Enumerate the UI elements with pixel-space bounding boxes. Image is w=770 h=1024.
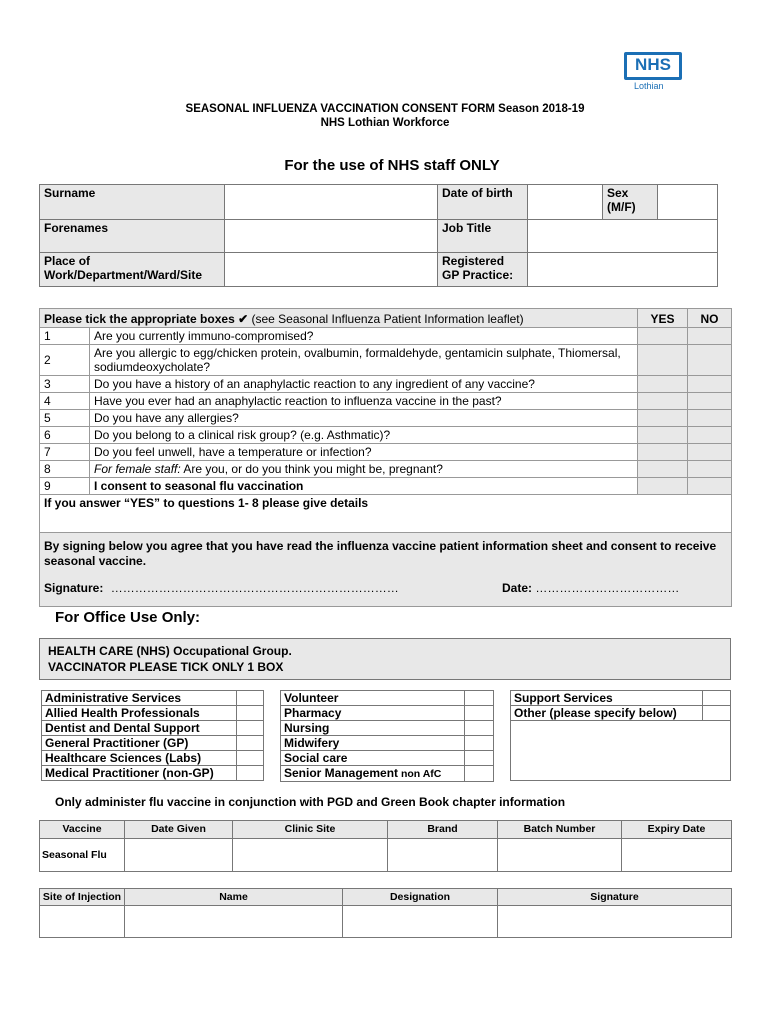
group-column-3 [510, 690, 731, 781]
group-option-label: Healthcare Sciences (Labs) [42, 751, 237, 766]
no-column-header: NO [688, 309, 732, 328]
question-text: Do you feel unwell, have a temperature or infection? [90, 444, 638, 461]
question-number: 9 [40, 478, 90, 495]
yes-checkbox[interactable] [638, 410, 688, 427]
forenames-label: Forenames [40, 220, 225, 253]
yes-checkbox[interactable] [638, 478, 688, 495]
group-option-label: Support Services [511, 691, 703, 706]
personal-details-table [39, 184, 718, 287]
no-checkbox[interactable] [688, 461, 732, 478]
group-option-label: Social care [281, 751, 465, 766]
group-column-1 [41, 690, 264, 781]
clinic-site-header: Clinic Site [233, 821, 388, 839]
date-given-header: Date Given [125, 821, 233, 839]
yes-checkbox[interactable] [638, 461, 688, 478]
seasonal-flu-label: Seasonal Flu [40, 839, 125, 872]
question-text-italic: For female staff: [94, 462, 181, 476]
senior-management-label: Senior Management [284, 766, 399, 780]
group-option-label: Volunteer [281, 691, 465, 706]
question-number: 4 [40, 393, 90, 410]
brand-header: Brand [388, 821, 498, 839]
brand-field[interactable] [388, 839, 498, 872]
vaccine-header: Vaccine [40, 821, 125, 839]
place-label-line2: Work/Department/Ward/Site [44, 268, 203, 282]
date-area [502, 581, 679, 595]
date-field[interactable]: ……………………………… [535, 581, 680, 595]
yes-checkbox[interactable] [638, 444, 688, 461]
form-subtitle: NHS Lothian Workforce [320, 117, 450, 129]
name-header: Name [125, 889, 343, 906]
consent-box [40, 533, 732, 607]
no-checkbox[interactable] [688, 478, 732, 495]
yes-checkbox[interactable] [638, 376, 688, 393]
group-column-2 [280, 690, 494, 782]
no-checkbox[interactable] [688, 345, 732, 376]
group-option-label: Dentist and Dental Support [42, 721, 237, 736]
group-tick-box[interactable] [237, 691, 264, 706]
questions-heading-main: Please tick the appropriate boxes ✔ [44, 312, 249, 326]
consent-statement: By signing below you agree that you have read the influenza vaccine patient information sheet and consent to receive seasonal vaccine. [44, 539, 717, 568]
group-option-label: Administrative Services [42, 691, 237, 706]
office-use-heading: For Office Use Only: [55, 609, 201, 626]
details-field[interactable]: If you answer “YES” to questions 1- 8 please give details [40, 495, 732, 533]
no-checkbox[interactable] [688, 328, 732, 345]
surname-label: Surname [40, 185, 225, 220]
non-afc-suffix: non AfC [398, 768, 442, 780]
group-tick-box[interactable] [237, 706, 264, 721]
question-text [90, 461, 638, 478]
place-of-work-label [40, 253, 225, 287]
signature-line [44, 581, 727, 597]
date-label: Date: [502, 581, 533, 595]
yes-checkbox[interactable] [638, 328, 688, 345]
group-tick-box[interactable] [465, 766, 494, 782]
expiry-date-header: Expiry Date [622, 821, 732, 839]
questions-heading [40, 309, 638, 328]
group-option-label: Nursing [281, 721, 465, 736]
form-title: SEASONAL INFLUENZA VACCINATION CONSENT FORM Season 2018-19 [185, 103, 585, 115]
dob-field[interactable] [528, 185, 603, 220]
group-tick-box[interactable] [237, 721, 264, 736]
question-text: I consent to seasonal flu vaccination [90, 478, 638, 495]
vaccine-table [39, 820, 732, 872]
yes-checkbox[interactable] [638, 345, 688, 376]
other-specify-field[interactable] [511, 721, 731, 781]
designation-header: Designation [343, 889, 498, 906]
question-text: Do you belong to a clinical risk group? (e.g. Asthmatic)? [90, 427, 638, 444]
place-label-line1: Place of [44, 254, 91, 268]
no-checkbox[interactable] [688, 376, 732, 393]
sex-field[interactable] [658, 185, 718, 220]
expiry-date-field[interactable] [622, 839, 732, 872]
signature-field[interactable] [498, 906, 732, 938]
question-text: Do you have any allergies? [90, 410, 638, 427]
signature-header: Signature [498, 889, 732, 906]
designation-field[interactable] [343, 906, 498, 938]
group-line1: HEALTH CARE (NHS) Occupational Group. [48, 644, 292, 658]
question-text: Have you ever had an anaphylactic reaction to influenza vaccine in the past? [90, 393, 638, 410]
question-number: 3 [40, 376, 90, 393]
group-option-label: Midwifery [281, 736, 465, 751]
job-title-label: Job Title [438, 220, 528, 253]
question-number: 5 [40, 410, 90, 427]
yes-column-header: YES [638, 309, 688, 328]
forenames-field[interactable] [225, 220, 438, 253]
no-checkbox[interactable] [688, 444, 732, 461]
group-tick-box[interactable] [465, 751, 494, 766]
group-option-label: Medical Practitioner (non-GP) [42, 766, 237, 781]
site-of-injection-header: Site of Injection [40, 889, 125, 906]
group-tick-box[interactable] [465, 691, 494, 706]
question-text: Do you have a history of an anaphylactic reaction to any ingredient of any vaccine? [90, 376, 638, 393]
yes-checkbox[interactable] [638, 393, 688, 410]
gp-practice-label [438, 253, 528, 287]
sex-label [603, 185, 658, 220]
sex-label-line2: (M/F) [607, 200, 636, 214]
question-number: 7 [40, 444, 90, 461]
sex-label-line1: Sex [607, 186, 629, 200]
question-number: 8 [40, 461, 90, 478]
no-checkbox[interactable] [688, 427, 732, 444]
group-line2: VACCINATOR PLEASE TICK ONLY 1 BOX [48, 660, 284, 674]
group-option-label: General Practitioner (GP) [42, 736, 237, 751]
pgd-note: Only administer flu vaccine in conjunction with PGD and Green Book chapter information [55, 795, 566, 809]
batch-number-header: Batch Number [498, 821, 622, 839]
question-number: 1 [40, 328, 90, 345]
logo-brand: NHS [635, 55, 671, 74]
group-tick-box[interactable] [237, 751, 264, 766]
staff-only-heading: For the use of NHS staff ONLY [284, 157, 500, 174]
gp-label-line2: GP Practice: [442, 268, 514, 282]
job-title-field[interactable] [528, 220, 718, 253]
group-option-label: Allied Health Professionals [42, 706, 237, 721]
place-of-work-field[interactable] [225, 253, 438, 287]
questions-heading-note: (see Seasonal Influenza Patient Information leaflet) [248, 312, 524, 326]
group-option-label: Pharmacy [281, 706, 465, 721]
no-checkbox[interactable] [688, 393, 732, 410]
yes-checkbox[interactable] [638, 427, 688, 444]
nhs-logo [624, 52, 682, 80]
gp-practice-field[interactable] [528, 253, 718, 287]
gp-label-line1: Registered [442, 254, 505, 268]
questions-table [39, 308, 732, 607]
group-option-label [281, 766, 465, 782]
injection-table [39, 888, 732, 938]
occupational-group-header [40, 639, 731, 680]
question-number: 6 [40, 427, 90, 444]
surname-field[interactable] [225, 185, 438, 220]
signature-label: Signature: [44, 581, 104, 595]
group-tick-box[interactable] [465, 736, 494, 751]
occupational-group-box [39, 638, 731, 680]
group-tick-box[interactable] [237, 766, 264, 781]
logo-region: Lothian [634, 81, 664, 91]
question-number: 2 [40, 345, 90, 376]
group-tick-box[interactable] [703, 691, 731, 706]
dob-label: Date of birth [438, 185, 528, 220]
question-text-rest: Are you, or do you think you might be, pregnant? [180, 462, 443, 476]
no-checkbox[interactable] [688, 410, 732, 427]
site-of-injection-field[interactable] [40, 906, 125, 938]
clinic-site-field[interactable] [233, 839, 388, 872]
batch-number-field[interactable] [498, 839, 622, 872]
signature-field[interactable]: ……………………………………………………………… [110, 581, 399, 595]
date-given-field[interactable] [125, 839, 233, 872]
group-option-label: Other (please specify below) [511, 706, 703, 721]
question-text: Are you allergic to egg/chicken protein, ovalbumin, formaldehyde, gentamicin sulphate, Thiomersal, sodiumdeoxycholate? [90, 345, 638, 376]
group-tick-box[interactable] [465, 721, 494, 736]
question-text: Are you currently immuno-compromised? [90, 328, 638, 345]
group-tick-box[interactable] [703, 706, 731, 721]
group-tick-box[interactable] [237, 736, 264, 751]
group-tick-box[interactable] [465, 706, 494, 721]
name-field[interactable] [125, 906, 343, 938]
